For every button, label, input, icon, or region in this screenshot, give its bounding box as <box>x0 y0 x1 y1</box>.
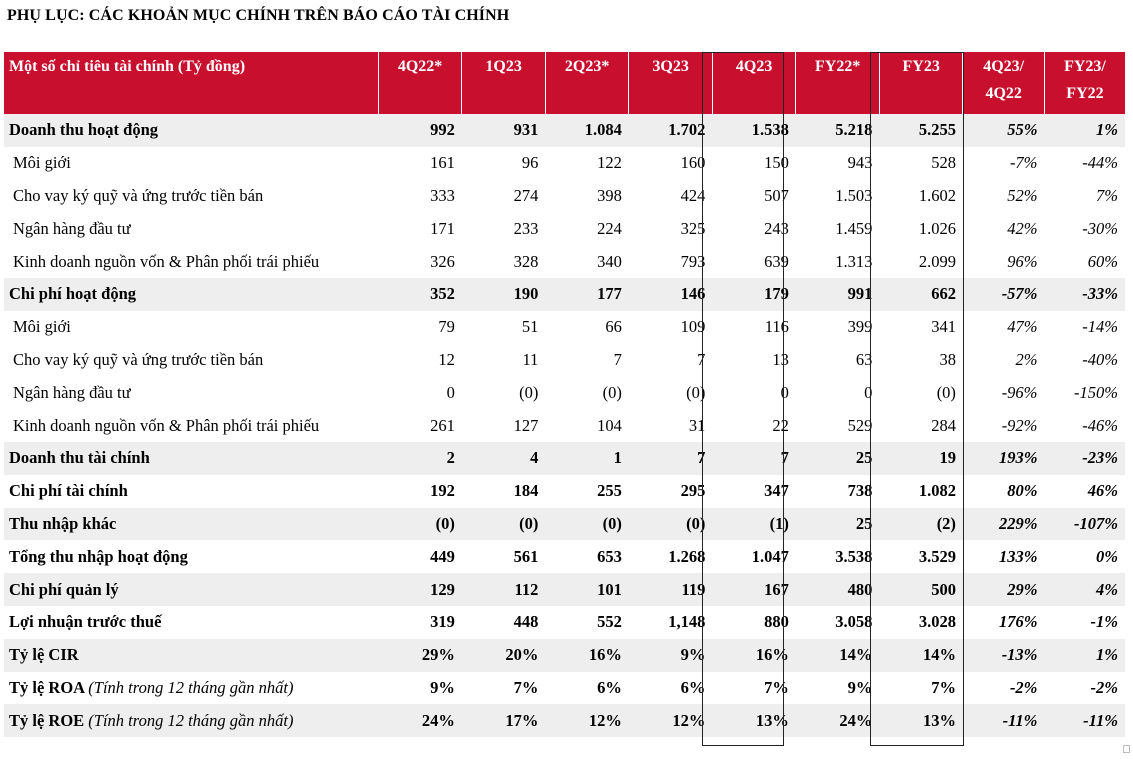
header-col-fy22: FY22* <box>796 52 880 114</box>
value-cell: 340 <box>597 251 622 271</box>
header-col-4q22: 4Q22* <box>378 52 462 114</box>
table-row <box>4 672 1125 705</box>
value-cell: 7% <box>513 677 539 697</box>
value-cell: 66 <box>605 317 622 337</box>
row-label-text: Doanh thu tài chính <box>9 448 150 468</box>
value-cell: 3.538 <box>835 546 873 566</box>
row-label-text: Kinh doanh nguồn vốn & Phân phối trái phiếu <box>13 415 320 435</box>
value-cell: 662 <box>879 278 963 311</box>
row-label-text: Ngân hàng đầu tư <box>13 382 131 402</box>
growth-cell: 55% <box>963 114 1045 147</box>
value-cell: 14% <box>879 639 963 672</box>
value-cell: 347 <box>764 481 789 501</box>
value-cell: 167 <box>712 573 796 606</box>
value-cell: 184 <box>513 481 539 501</box>
row-label <box>4 278 378 311</box>
value-cell: 507 <box>764 185 789 205</box>
value-cell: 190 <box>462 278 546 311</box>
row-label <box>4 573 378 606</box>
value-cell: 171 <box>430 218 455 238</box>
value-cell: 1.082 <box>918 481 956 501</box>
page-corner-mark <box>1123 745 1130 753</box>
value-cell: (0) <box>545 508 629 541</box>
value-cell: 116 <box>764 317 789 337</box>
value-cell: 7 <box>712 442 796 475</box>
value-cell: 7% <box>764 677 789 697</box>
growth-cell: 0% <box>1096 546 1118 566</box>
table-row <box>4 311 1125 344</box>
value-cell: 319 <box>430 612 455 632</box>
table-row <box>4 639 1125 672</box>
header-col-4q23: 4Q23 <box>712 52 796 114</box>
growth-cell: 1% <box>1044 114 1125 147</box>
value-cell: 653 <box>597 546 622 566</box>
value-cell: 63 <box>855 349 873 369</box>
row-label-text: Môi giới <box>13 317 71 337</box>
value-cell: 11 <box>522 349 539 369</box>
value-cell: 112 <box>462 573 546 606</box>
header-yoy-quarter-line2: 4Q22 <box>985 85 1022 102</box>
value-cell: 79 <box>438 317 455 337</box>
value-cell: 326 <box>430 251 455 271</box>
value-cell: 1.538 <box>712 114 796 147</box>
value-cell: 243 <box>764 218 789 238</box>
header-yoy-quarter-line1: 4Q23/ <box>983 58 1025 75</box>
row-label-text: Cho vay ký quỹ và ứng trước tiền bán <box>13 185 264 205</box>
table-row <box>4 442 1125 475</box>
value-cell: 192 <box>430 481 455 501</box>
growth-cell: -150% <box>1074 382 1118 402</box>
value-cell: 1.084 <box>545 114 629 147</box>
value-cell: 6% <box>680 677 706 697</box>
value-cell: 122 <box>597 153 622 173</box>
row-label <box>4 245 378 278</box>
growth-cell: -46% <box>1082 415 1118 435</box>
growth-cell: 96% <box>1007 251 1038 271</box>
row-label <box>4 212 378 245</box>
value-cell: 552 <box>597 612 622 632</box>
growth-cell: -13% <box>963 639 1045 672</box>
value-cell: 528 <box>931 153 956 173</box>
value-cell: 284 <box>931 415 956 435</box>
value-cell: 0 <box>446 382 455 402</box>
value-cell: 101 <box>545 573 629 606</box>
growth-cell: -107% <box>1044 508 1125 541</box>
header-yoy-year-line1: FY23/ <box>1064 58 1106 75</box>
table-row <box>4 376 1125 409</box>
value-cell: 1.026 <box>918 218 956 238</box>
growth-cell: 229% <box>963 508 1045 541</box>
growth-cell: 46% <box>1087 481 1118 501</box>
value-cell: 1.313 <box>835 251 873 271</box>
row-label-text: Tỷ lệ CIR <box>9 645 79 665</box>
row-label-note: (Tính trong 12 tháng gần nhất) <box>88 710 294 730</box>
row-label-text: Tỷ lệ ROE <box>9 710 85 730</box>
value-cell: 4 <box>462 442 546 475</box>
value-cell: 561 <box>513 546 539 566</box>
header-col-fy23: FY23 <box>879 52 963 114</box>
value-cell: 38 <box>939 349 956 369</box>
value-cell: 3.028 <box>918 612 956 632</box>
value-cell: 931 <box>462 114 546 147</box>
value-cell: 6% <box>597 677 622 697</box>
row-label-text: Tổng thu nhập hoạt động <box>9 546 188 566</box>
value-cell: 179 <box>712 278 796 311</box>
value-cell: 7% <box>931 677 956 697</box>
value-cell: 25 <box>796 508 880 541</box>
growth-cell: 60% <box>1087 251 1118 271</box>
value-cell: 333 <box>430 185 455 205</box>
value-cell: 29% <box>378 639 462 672</box>
value-cell: 1.702 <box>629 114 713 147</box>
value-cell: 2.099 <box>918 251 956 271</box>
row-label <box>4 540 378 573</box>
row-label <box>4 114 378 147</box>
row-label <box>4 704 378 737</box>
row-label-text: Chi phí hoạt động <box>9 284 137 304</box>
value-cell: 992 <box>378 114 462 147</box>
header-col-1q23: 1Q23 <box>462 52 546 114</box>
value-cell: 19 <box>879 442 963 475</box>
value-cell: 146 <box>629 278 713 311</box>
value-cell: 500 <box>879 573 963 606</box>
growth-cell: 176% <box>998 612 1038 632</box>
growth-cell: -96% <box>1001 382 1038 402</box>
growth-cell: 29% <box>963 573 1045 606</box>
value-cell: 16% <box>545 639 629 672</box>
growth-cell: -14% <box>1082 317 1118 337</box>
value-cell: 1.503 <box>835 185 873 205</box>
value-cell: 5.255 <box>879 114 963 147</box>
value-cell: 160 <box>680 153 706 173</box>
row-label <box>4 508 378 541</box>
row-label <box>4 409 378 442</box>
header-yoy-year-line2: FY22 <box>1066 85 1104 102</box>
value-cell: 1 <box>545 442 629 475</box>
header-col-yoy-year <box>1044 52 1125 114</box>
value-cell: (0) <box>602 382 622 402</box>
value-cell: 9% <box>430 677 455 697</box>
value-cell: 449 <box>430 546 455 566</box>
value-cell: 12% <box>545 704 629 737</box>
growth-cell: 47% <box>1007 317 1038 337</box>
row-label-text: Doanh thu hoạt động <box>9 120 159 140</box>
value-cell: 529 <box>847 415 873 435</box>
growth-cell: -11% <box>1044 704 1125 737</box>
value-cell: 793 <box>680 251 706 271</box>
value-cell: 7 <box>629 442 713 475</box>
value-cell: 12 <box>438 349 455 369</box>
table-row <box>4 508 1125 541</box>
growth-cell: -7% <box>1009 153 1038 173</box>
value-cell: (0) <box>686 382 706 402</box>
value-cell: (0) <box>519 382 539 402</box>
value-cell: 261 <box>430 415 455 435</box>
value-cell: 448 <box>513 612 539 632</box>
value-cell: 14% <box>796 639 880 672</box>
growth-cell: 52% <box>1007 185 1038 205</box>
value-cell: 9% <box>847 677 873 697</box>
table-row <box>4 606 1125 639</box>
header-col-yoy-quarter <box>963 52 1045 114</box>
value-cell: 22 <box>772 415 789 435</box>
value-cell: 177 <box>545 278 629 311</box>
growth-cell: -2% <box>1090 677 1118 697</box>
value-cell: 639 <box>764 251 789 271</box>
value-cell: 1.459 <box>835 218 873 238</box>
row-label-text: Chi phí quản lý <box>9 579 119 599</box>
value-cell: 7 <box>613 349 622 369</box>
page-title: PHỤ LỤC: CÁC KHOẢN MỤC CHÍNH TRÊN BÁO CÁO TÀI CHÍNH <box>7 7 510 24</box>
value-cell: 5.218 <box>796 114 880 147</box>
value-cell: (2) <box>879 508 963 541</box>
row-label <box>4 639 378 672</box>
value-cell: 127 <box>513 415 539 435</box>
growth-cell: 1% <box>1044 639 1125 672</box>
header-col-2q23: 2Q23* <box>545 52 629 114</box>
value-cell: 328 <box>513 251 539 271</box>
value-cell: 16% <box>712 639 796 672</box>
value-cell: 7 <box>697 349 706 369</box>
value-cell: 119 <box>629 573 713 606</box>
row-label <box>4 672 378 705</box>
growth-cell: -44% <box>1082 153 1118 173</box>
row-label <box>4 147 378 180</box>
row-label <box>4 344 378 377</box>
value-cell: 943 <box>847 153 873 173</box>
row-label-note: (Tính trong 12 tháng gần nhất) <box>88 677 294 697</box>
value-cell: 96 <box>521 153 539 173</box>
growth-cell: 2% <box>1015 349 1038 369</box>
growth-cell: 4% <box>1044 573 1125 606</box>
growth-cell: -1% <box>1090 612 1118 632</box>
table-body <box>4 114 1125 737</box>
table-row <box>4 344 1125 377</box>
value-cell: (0) <box>629 508 713 541</box>
growth-cell: -2% <box>1009 677 1038 697</box>
value-cell: 13% <box>879 704 963 737</box>
row-label <box>4 606 378 639</box>
value-cell: 341 <box>931 317 956 337</box>
row-label-text: Cho vay ký quỹ và ứng trước tiền bán <box>13 349 264 369</box>
value-cell: 233 <box>513 218 539 238</box>
value-cell: 13% <box>712 704 796 737</box>
value-cell: 325 <box>680 218 706 238</box>
growth-cell: -30% <box>1082 218 1118 238</box>
table-row <box>4 180 1125 213</box>
growth-cell: 42% <box>1007 218 1038 238</box>
value-cell: 129 <box>378 573 462 606</box>
table-row <box>4 114 1125 147</box>
table-row <box>4 573 1125 606</box>
value-cell: 2 <box>378 442 462 475</box>
table-row <box>4 704 1125 737</box>
table-row <box>4 540 1125 573</box>
value-cell: 424 <box>680 185 706 205</box>
growth-cell: 80% <box>1007 481 1038 501</box>
table-row <box>4 147 1125 180</box>
value-cell: 51 <box>521 317 539 337</box>
value-cell: 274 <box>513 185 539 205</box>
value-cell: 150 <box>764 153 789 173</box>
value-cell: 991 <box>796 278 880 311</box>
value-cell: 13 <box>772 349 789 369</box>
financial-table <box>4 52 1125 737</box>
growth-cell: -23% <box>1044 442 1125 475</box>
value-cell: 224 <box>597 218 622 238</box>
value-cell: 880 <box>764 612 789 632</box>
growth-cell: 133% <box>998 546 1038 566</box>
value-cell: 1.602 <box>918 185 956 205</box>
table-row <box>4 475 1125 508</box>
value-cell: 25 <box>796 442 880 475</box>
table-row <box>4 245 1125 278</box>
table-row <box>4 409 1125 442</box>
value-cell: 12% <box>629 704 713 737</box>
value-cell: 17% <box>462 704 546 737</box>
value-cell: 352 <box>378 278 462 311</box>
value-cell: 31 <box>688 415 706 435</box>
value-cell: 1,148 <box>668 612 706 632</box>
value-cell: 20% <box>462 639 546 672</box>
value-cell: 480 <box>796 573 880 606</box>
row-label <box>4 180 378 213</box>
value-cell: 24% <box>796 704 880 737</box>
value-cell: 9% <box>629 639 713 672</box>
value-cell: 398 <box>597 185 622 205</box>
row-label-text: Lợi nhuận trước thuế <box>9 612 162 632</box>
row-label-text: Môi giới <box>13 153 71 173</box>
row-label <box>4 376 378 409</box>
row-label-text: Tỷ lệ ROA <box>9 677 85 697</box>
value-cell: 0 <box>864 382 873 402</box>
header-row <box>4 52 1125 114</box>
value-cell: (1) <box>712 508 796 541</box>
growth-cell: -92% <box>1001 415 1038 435</box>
value-cell: 24% <box>378 704 462 737</box>
row-label-text: Kinh doanh nguồn vốn & Phân phối trái phiếu <box>13 251 320 271</box>
table-row <box>4 278 1125 311</box>
value-cell: 295 <box>680 481 706 501</box>
table-row <box>4 212 1125 245</box>
header-col-3q23: 3Q23 <box>629 52 713 114</box>
row-label <box>4 475 378 508</box>
value-cell: 3.529 <box>918 546 956 566</box>
value-cell: 3.058 <box>835 612 873 632</box>
growth-cell: -57% <box>963 278 1045 311</box>
value-cell: 104 <box>597 415 622 435</box>
value-cell: 1.268 <box>668 546 706 566</box>
row-label-text: Chi phí tài chính <box>9 481 128 501</box>
growth-cell: 7% <box>1096 185 1118 205</box>
value-cell: (0) <box>462 508 546 541</box>
header-label: Một số chỉ tiêu tài chính (Tỷ đồng) <box>4 52 378 114</box>
value-cell: (0) <box>378 508 462 541</box>
value-cell: 109 <box>680 317 706 337</box>
growth-cell: -33% <box>1044 278 1125 311</box>
row-label <box>4 311 378 344</box>
value-cell: 255 <box>597 481 622 501</box>
growth-cell: -11% <box>963 704 1045 737</box>
value-cell: (0) <box>936 382 956 402</box>
value-cell: 0 <box>780 382 789 402</box>
value-cell: 1.047 <box>751 546 789 566</box>
value-cell: 738 <box>847 481 873 501</box>
row-label-text: Ngân hàng đầu tư <box>13 218 131 238</box>
growth-cell: -40% <box>1082 349 1118 369</box>
row-label <box>4 442 378 475</box>
growth-cell: 193% <box>963 442 1045 475</box>
value-cell: 161 <box>430 153 455 173</box>
value-cell: 399 <box>847 317 873 337</box>
row-label-text: Thu nhập khác <box>9 513 117 533</box>
